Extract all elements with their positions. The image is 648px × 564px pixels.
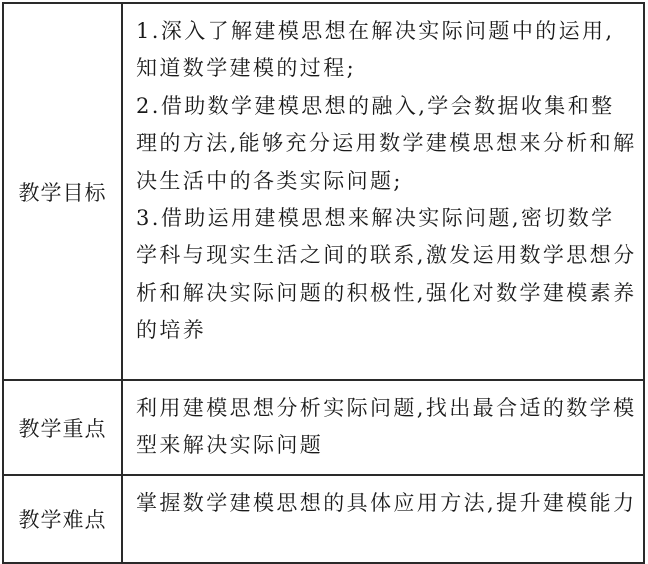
row-label-key-points: 教学重点 [3,380,122,475]
teaching-goals-content [122,3,644,380]
table-row-teaching-goals [3,3,644,380]
row-label-teaching-goals: 教学目标 [3,3,122,380]
row-label-difficult-points: 教学难点 [3,475,122,563]
goal-item-3: 3.借助运用建模思想来解决实际问题,密切数学学科与现实生活之间的联系,激发运用数学思想分析和解决实际问题的积极性,强化对数学建模素养的培养 [136,206,637,343]
key-points-content [122,380,644,475]
table-row-difficult-points [3,475,644,563]
difficult-points-text: 掌握数学建模思想的具体应用方法,提升建模能力 [136,491,637,515]
difficult-points-content [122,475,644,563]
table-row-key-points [3,380,644,475]
goal-item-2: 2.借助数学建模思想的融入,学会数据收集和整理的方法,能够充分运用数学建模思想来分析和解决生活中的各类实际问题; [136,93,637,193]
key-points-text: 利用建模思想分析实际问题,找出最合适的数学模型来解决实际问题 [136,396,637,458]
teaching-plan-table [2,2,645,564]
goal-item-1: 1.深入了解建模思想在解决实际问题中的运用,知道数学建模的过程; [136,19,615,81]
